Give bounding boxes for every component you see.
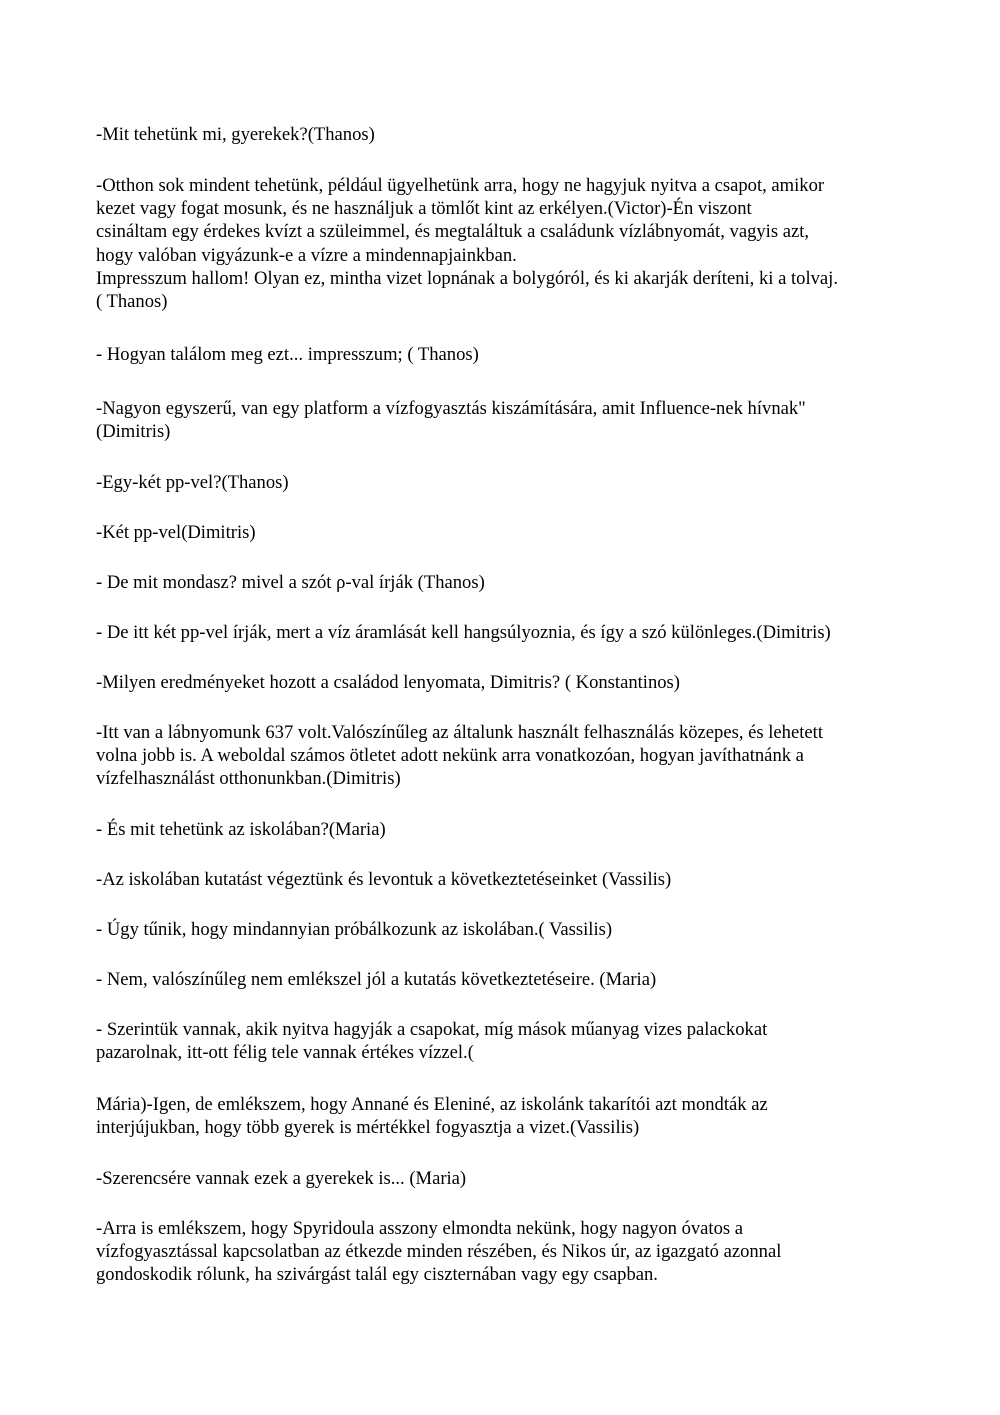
paragraph-2: -Otthon sok mindent tehetünk, például ügyelhetünk arra, hogy ne hagyjuk nyitva a csapot, amikor kezet vagy fogat mosunk, és ne használjuk a tömlőt kint az erkélyen.(Victor)-Én viszont csináltam egy érdekes kvízt a szüleimmel, és megtaláltuk a családunk vízlábnyomát, vagyis azt, hogy valóban vigyázunk-e a vízre a mindennapjainkban. Impresszum hallom! Olyan ez, mintha vizet lopnának a bolygóról, és ki akarják deríteni, ki a tolvaj. ( Thanos) bbox=[96, 175, 838, 313]
paragraph-18: -Arra is emlékszem, hogy Spyridoula asszony elmondta nekünk, hogy nagyon óvatos a vízfogyasztással kapcsolatban az étkezde minden részében, és Nikos úr, az igazgató azonnal gondoskodik rólunk, ha szivárgást talál egy ciszternában vagy egy csapban. bbox=[96, 1218, 782, 1286]
paragraph-1: -Mit tehetünk mi, gyerekek?(Thanos) bbox=[96, 124, 375, 145]
paragraph-5: -Egy-két pp-vel?(Thanos) bbox=[96, 472, 289, 493]
paragraph-10: -Itt van a lábnyomunk 637 volt.Valószínűleg az általunk használt felhasználás közepes, és lehetett volna jobb is. A weboldal számos ötletet adott nekünk arra vonatkozóan, hogyan javíthatnánk a vízfelhasználást otthonunkban.(Dimitris) bbox=[96, 722, 823, 790]
paragraph-15: - Szerintük vannak, akik nyitva hagyják a csapokat, míg mások műanyag vizes palackokat pazarolnak, itt-ott félig tele vannak értékes vízzel.( bbox=[96, 1019, 768, 1064]
paragraph-3: - Hogyan találom meg ezt... impresszum; ( Thanos) bbox=[96, 344, 479, 365]
paragraph-4: -Nagyon egyszerű, van egy platform a vízfogyasztás kiszámítására, amit Influence-nek hívnak" (Dimitris) bbox=[96, 398, 806, 443]
paragraph-16: Mária)-Igen, de emlékszem, hogy Annané és Eleniné, az iskolánk takarítói azt mondták az interjújukban, hogy több gyerek is mértékkel fogyasztja a vizet.(Vassilis) bbox=[96, 1094, 768, 1139]
paragraph-7: - De mit mondasz? mivel a szót ρ-val írják (Thanos) bbox=[96, 572, 485, 593]
paragraph-12: -Az iskolában kutatást végeztünk és levontuk a következtetéseinket (Vassilis) bbox=[96, 869, 672, 890]
paragraph-17: -Szerencsére vannak ezek a gyerekek is... (Maria) bbox=[96, 1168, 467, 1189]
paragraph-8: - De itt két pp-vel írják, mert a víz áramlását kell hangsúlyoznia, és így a szó különleges.(Dimitris) bbox=[96, 622, 831, 643]
paragraph-9: -Milyen eredményeket hozott a családod lenyomata, Dimitris? ( Konstantinos) bbox=[96, 672, 680, 693]
paragraph-6: -Két pp-vel(Dimitris) bbox=[96, 522, 256, 543]
paragraph-14: - Nem, valószínűleg nem emlékszel jól a kutatás következtetéseire. (Maria) bbox=[96, 969, 657, 990]
paragraph-13: - Úgy tűnik, hogy mindannyian próbálkozunk az iskolában.( Vassilis) bbox=[96, 919, 613, 940]
paragraph-11: - És mit tehetünk az iskolában?(Maria) bbox=[96, 819, 386, 840]
